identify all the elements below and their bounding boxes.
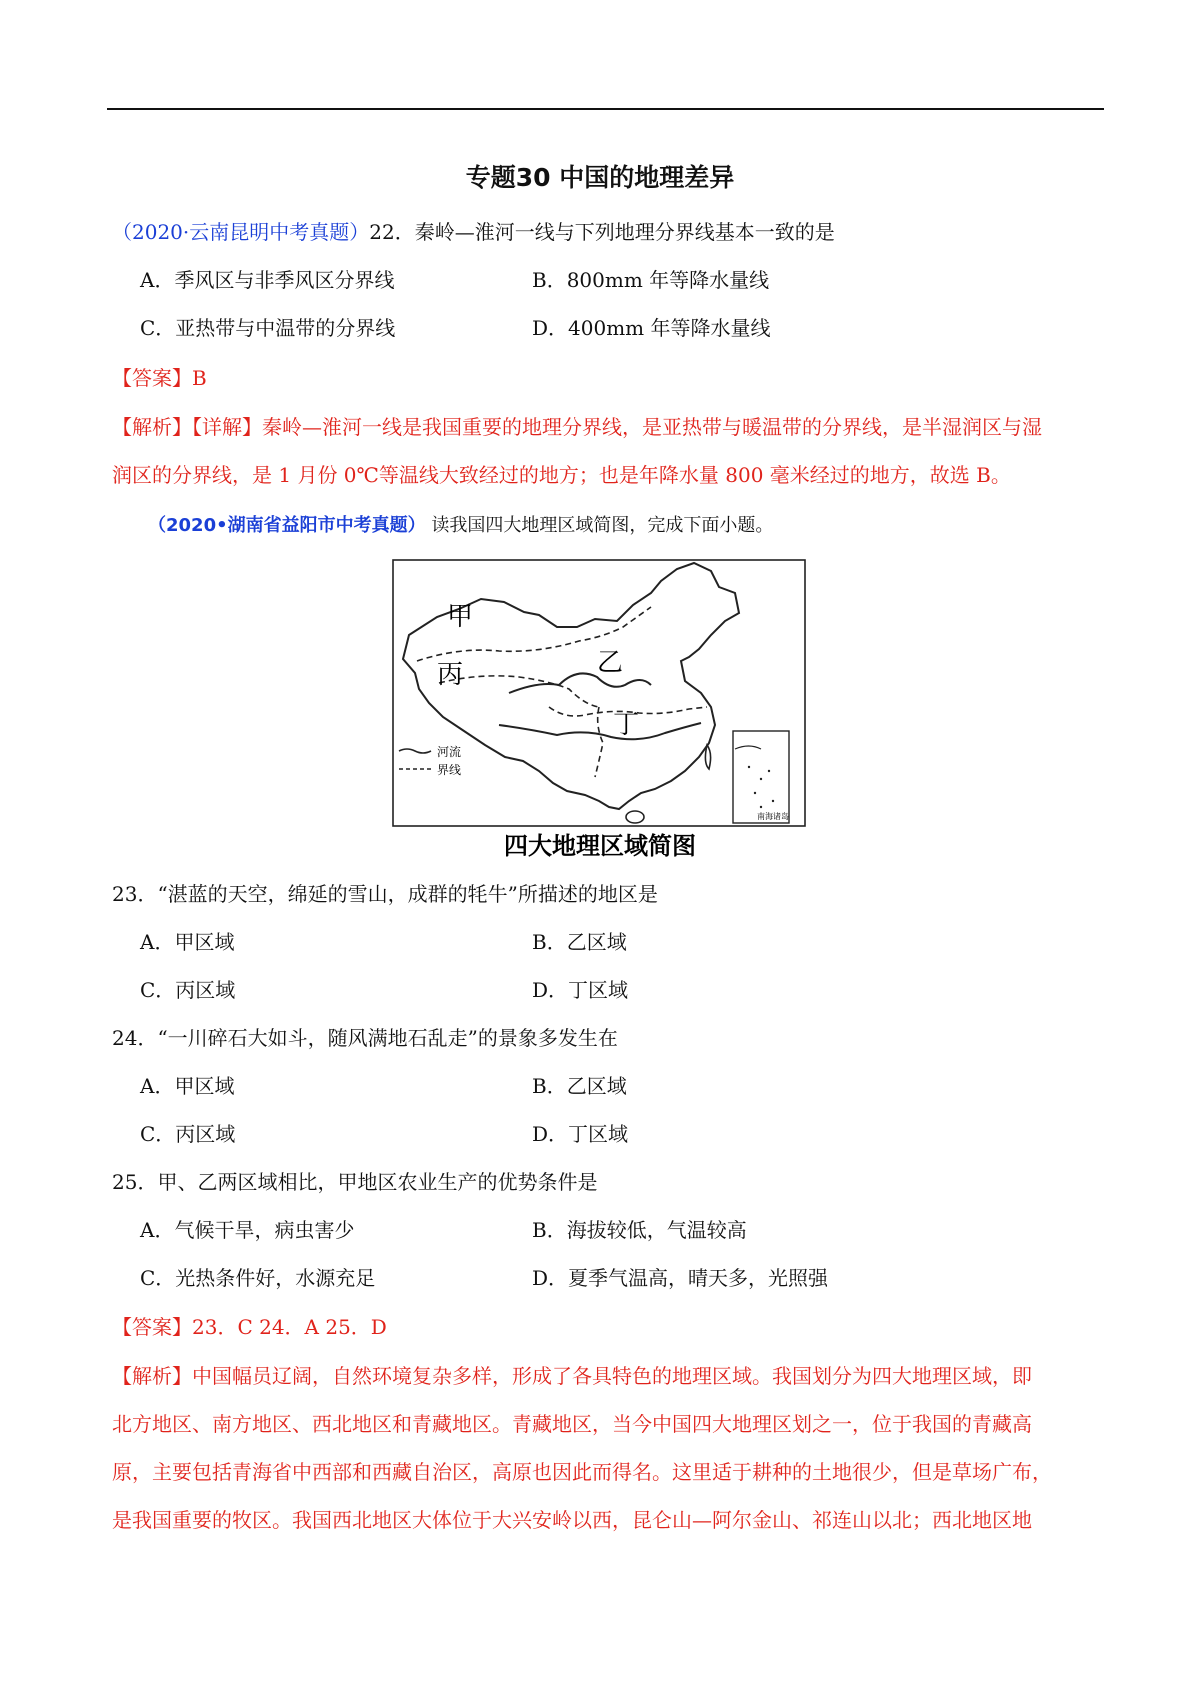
q24-option-b: B．乙区域 — [532, 1074, 627, 1098]
q22-analysis-line2: 润区的分界线，是 1 月份 0℃等温线大致经过的地方；也是年降水量 800 毫米经过的地方，故选 B。 — [112, 463, 1011, 487]
region-label-bing: 丙 — [437, 660, 464, 690]
hainan-island — [626, 811, 644, 823]
analysis-line3: 原，主要包括青海省中西部和西藏自治区，高原也因此而得名。这里适于耕种的土地很少，但是草场广布， — [112, 1460, 1052, 1484]
group-source: （2020•湖南省益阳市中考真题） — [148, 515, 426, 536]
region-label-yi: 乙 — [597, 648, 624, 678]
analysis-line2: 北方地区、南方地区、西北地区和青藏地区。青藏地区，当今中国四大地理区划之一，位于我国的青藏高 — [112, 1412, 1032, 1436]
q22-analysis-label: 【解析】【详解】 — [112, 415, 262, 439]
answers-label: 【答案】 — [112, 1315, 192, 1339]
q23-option-c: C．丙区域 — [140, 978, 236, 1002]
q25-option-c: C．光热条件好，水源充足 — [140, 1266, 376, 1290]
answers-line — [112, 1313, 387, 1341]
q23-stem: 23．“湛蓝的天空，绵延的雪山，成群的牦牛”所描述的地区是 — [112, 882, 658, 906]
south-china-sea-inset — [733, 731, 789, 823]
analysis-label: 【解析】 — [112, 1364, 192, 1388]
q22-option-c: C．亚热带与中温带的分界线 — [140, 316, 396, 340]
q22-option-b: B．800mm 年等降水量线 — [532, 268, 770, 292]
header-rule — [107, 108, 1104, 110]
q24-option-d: D．丁区域 — [532, 1122, 629, 1146]
page-title: 专题30 中国的地理差异 — [465, 163, 735, 192]
q22-source: （2020·云南昆明中考真题） — [112, 220, 370, 244]
taiwan-island — [705, 745, 710, 769]
analysis-block — [112, 1352, 1102, 1544]
q22-option-a: A．季风区与非季风区分界线 — [140, 268, 395, 292]
q22-stem: 22．秦岭—淮河一线与下列地理分界线基本一致的是 — [369, 220, 835, 244]
legend-river-label: 河流 — [437, 745, 462, 759]
q25-option-b: B．海拔较低，气温较高 — [532, 1218, 747, 1242]
group-intro: 读我国四大地理区域简图，完成下面小题。 — [431, 515, 774, 536]
map-caption: 四大地理区域简图 — [504, 832, 696, 860]
q23-option-a: A．甲区域 — [140, 930, 235, 954]
q24-option-a: A．甲区域 — [140, 1074, 235, 1098]
q22-option-d: D．400mm 年等降水量线 — [532, 316, 771, 340]
q23-option-d: D．丁区域 — [532, 978, 629, 1002]
q24-option-c: C．丙区域 — [140, 1122, 236, 1146]
region-label-jia: 甲 — [447, 602, 474, 632]
q22-answer — [112, 364, 207, 392]
q25-option-a: A．气候干旱，病虫害少 — [140, 1218, 355, 1242]
q25-option-d: D．夏季气温高，晴天多，光照强 — [532, 1266, 829, 1290]
q22-answer-value: B — [192, 366, 207, 390]
analysis-line1: 中国幅员辽阔，自然环境复杂多样，形成了各具特色的地理区域。我国划分为四大地理区域，即 — [192, 1364, 1032, 1388]
q23-option-b: B．乙区域 — [532, 930, 627, 954]
legend-boundary-label: 界线 — [437, 763, 462, 777]
analysis-line4: 是我国重要的牧区。我国西北地区大体位于大兴安岭以西，昆仑山—阿尔金山、祁连山以北；西北地区地 — [112, 1508, 1032, 1532]
q22-answer-label: 【答案】 — [112, 366, 192, 390]
q22-analysis-line1: 秦岭—淮河一线是我国重要的地理分界线，是亚热带与暖温带的分界线，是半湿润区与湿 — [262, 415, 1042, 439]
china-regions-map — [389, 557, 811, 862]
inset-label: 南海诸岛 — [757, 812, 789, 821]
region-label-ding: 丁 — [613, 710, 640, 740]
q22-analysis — [112, 403, 1102, 499]
q22-line — [112, 218, 835, 246]
group-source-line — [148, 511, 773, 537]
q25-stem: 25．甲、乙两区域相比，甲地区农业生产的优势条件是 — [112, 1170, 598, 1194]
q24-stem: 24．“一川碎石大如斗，随风满地石乱走”的景象多发生在 — [112, 1026, 618, 1050]
answers-text: 23．C 24．A 25．D — [192, 1315, 387, 1339]
